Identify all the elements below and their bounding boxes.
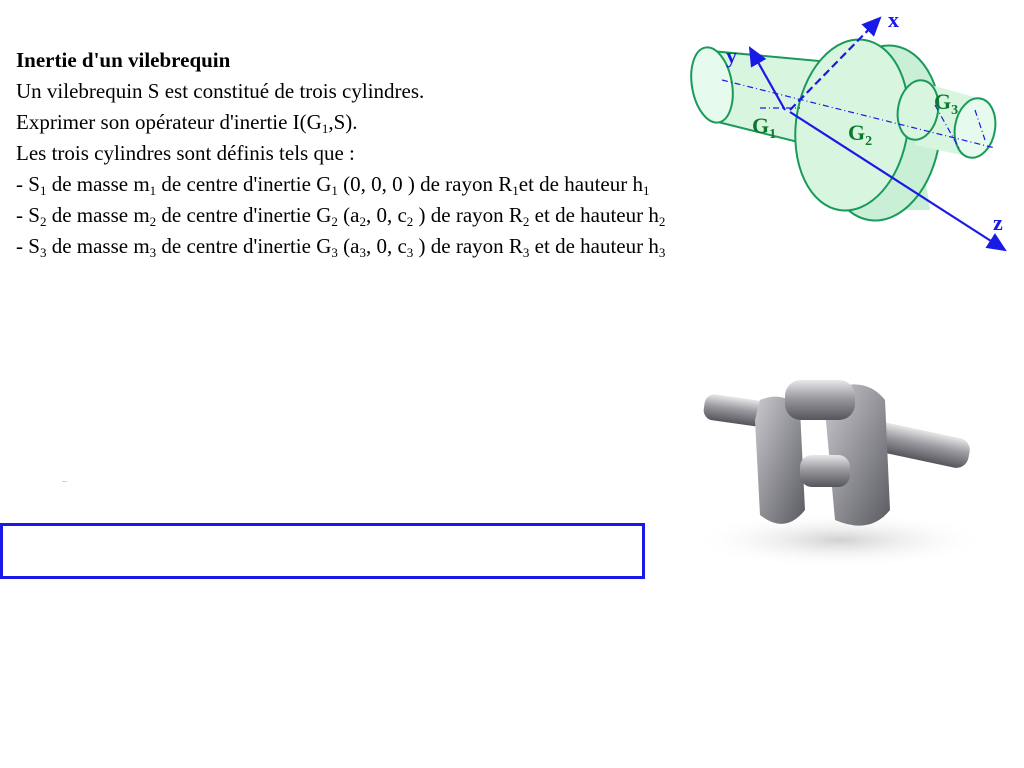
exercise-title: Inertie d'un vilebrequin xyxy=(16,48,231,72)
cylinder-s3-line: - $S_3$ de masse $m_3$ de centre d'inertie $G_3$ ($a_3$, 0, $c_3$ ) de rayon $R_3$ et de hauteur $h_3$ xyxy=(16,234,666,260)
intro-line: Un vilebrequin S est constitué de trois cylindres. xyxy=(16,79,425,103)
definition-line: Les trois cylindres sont définis tels que : xyxy=(16,141,355,165)
axis-z-label: z xyxy=(993,210,1003,235)
crankshaft-photo xyxy=(690,360,990,570)
g1-label: $G_1$ xyxy=(752,113,777,142)
question-line: Exprimer son opérateur d'inertie $I(G_1,S)$. xyxy=(16,110,358,136)
axis-x-label: x xyxy=(888,7,899,32)
exercise-text xyxy=(16,45,665,262)
g3-label: $G_3$ xyxy=(934,89,959,118)
answer-box[interactable] xyxy=(0,523,645,579)
g2-label: $G_2$ xyxy=(848,120,873,149)
cylinder-s1-line: - $S_1$ de masse $m_1$ de centre d'inertie $G_1$ (0, 0, 0 ) de rayon $R_1et$ de hauteur $h_1$ xyxy=(16,172,650,198)
cylinder-s2-line: - $S_2$ de masse $m_2$ de centre d'inertie $G_2$ ($a_2$, 0, $c_2$ ) de rayon $R_2$ et de hauteur $h_2$ xyxy=(16,203,666,229)
stray-mark xyxy=(62,481,67,482)
axis-y-label: y xyxy=(726,43,737,68)
crankshaft-cylinders-diagram xyxy=(680,0,1024,268)
